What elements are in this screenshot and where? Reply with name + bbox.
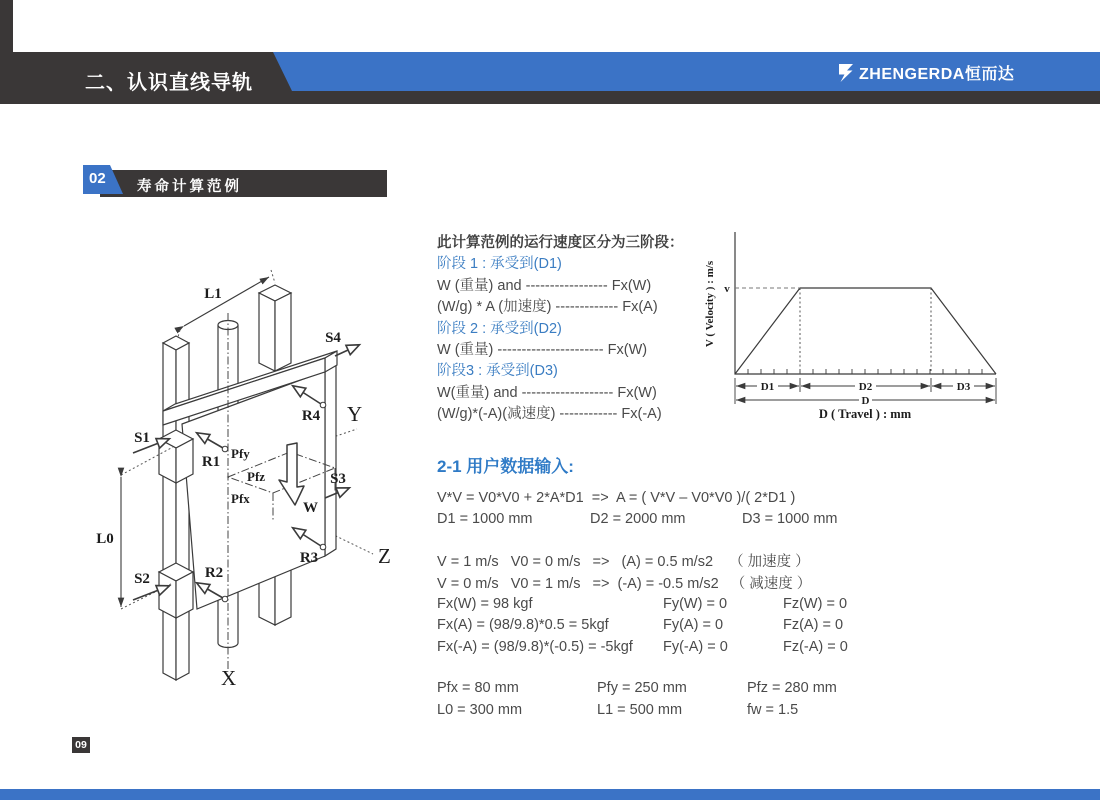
label-d1: D1 [760,381,775,393]
offset-row: L0 = 300 mm L1 = 500 mm fw = 1.5 [437,701,799,718]
accel-row: V = 1 m/s V0 = 0 m/s => (A) = 0.5 m/s2 （ 加速度 ） [437,554,810,571]
axis-label-x: X [221,666,237,690]
axis-label-z: Z [378,544,391,568]
page-number: 09 [72,737,90,753]
label-s3: S3 [330,471,346,487]
segment-dimensions [736,381,995,407]
label-r3: R3 [299,550,319,566]
label-pfz: Pfz [247,469,266,484]
chart-axes [735,232,996,374]
left-rail-block-lower [159,563,193,618]
dim-l1-line [184,277,269,326]
corner-strip [0,0,13,52]
calc-block [437,487,877,721]
stage-line: 阶段 2 : 承受到(D2) [437,320,562,337]
right-rail-upper-post [259,285,291,371]
velocity-profile [735,288,996,374]
label-s1: S1 [134,430,150,446]
stage-description [437,233,712,426]
force-row: Fx(W) = 98 kgf Fy(W) = 0 Fz(W) = 0 [437,595,848,612]
label-pfx: Pfx [231,491,250,506]
formula-line: V*V = V0*V0 + 2*A*D1 => A = ( V*V – V0*V0 )/( 2*D1 ) [437,489,796,506]
brand-logo [836,61,1014,84]
v-tick-label: v [724,283,730,295]
stage-line: W (重量) and ----------------- Fx(W) [437,277,652,294]
force-row: Fx(-A) = (98/9.8)*(-0.5) = -5kgf Fy(-A) = 0 Fz(-A) = 0 [437,638,848,655]
brand-logo-icon [836,62,856,84]
label-s2: S2 [134,571,150,587]
label-r1: R1 [201,454,221,470]
label-d2: D2 [858,381,873,393]
label-r4: R4 [301,408,321,424]
label-d3: D3 [956,381,971,393]
axis-label-y: Y [347,402,363,426]
machine-diagram [85,225,425,695]
stage-line: (W/g) * A (加速度) ------------- Fx(A) [437,299,658,316]
velocity-chart [700,226,1010,421]
section-number: 02 [89,170,106,187]
dim-label-l0: L0 [96,531,114,547]
stage-line: 阶段 1 : 承受到(D1) [437,256,562,273]
left-rail-block-upper [159,430,193,483]
axis-ticks [748,369,982,374]
stage-line: (W/g)*(-A)(减速度) ------------ Fx(-A) [437,406,662,423]
label-s4: S4 [325,330,341,346]
label-r2: R2 [204,565,224,581]
section-title: 寿命计算范例 [137,179,242,195]
brand-text: ZHENGERDA恒而达 [859,66,1015,83]
label-d-total: D [861,395,870,407]
stage-intro: 此计算范例的运行速度区分为三阶段： [437,235,684,251]
dim-label-l1: L1 [204,286,222,302]
page-title: 二、认识直线导轨 [85,72,253,94]
left-rail [163,336,189,680]
chart-ylabel: V ( Velocity ) : m/s [704,260,716,348]
chart-xlabel: D ( Travel ) : mm [818,407,912,421]
label-pfy: Pfy [231,446,250,461]
label-w: W [303,500,318,516]
force-row: Fx(A) = (98/9.8)*0.5 = 5kgf Fy(A) = 0 Fz(A) = 0 [437,617,844,634]
d-values-row: D1 = 1000 mm D2 = 2000 mm D3 = 1000 mm [437,511,838,528]
offset-row: Pfx = 80 mm Pfy = 250 mm Pfz = 280 mm [437,680,837,697]
calc-heading: 2-1 用户数据输入: [437,457,574,476]
stage-line: W (重量) ---------------------- Fx(W) [437,342,648,359]
decel-row: V = 0 m/s V0 = 1 m/s => (-A) = -0.5 m/s2 （ 减速度 ） [437,575,812,592]
stage-line: 阶段3 : 承受到(D3) [437,363,558,380]
footer-accent-bar [0,789,1100,800]
stage-line: W(重量) and ------------------- Fx(W) [437,384,657,401]
